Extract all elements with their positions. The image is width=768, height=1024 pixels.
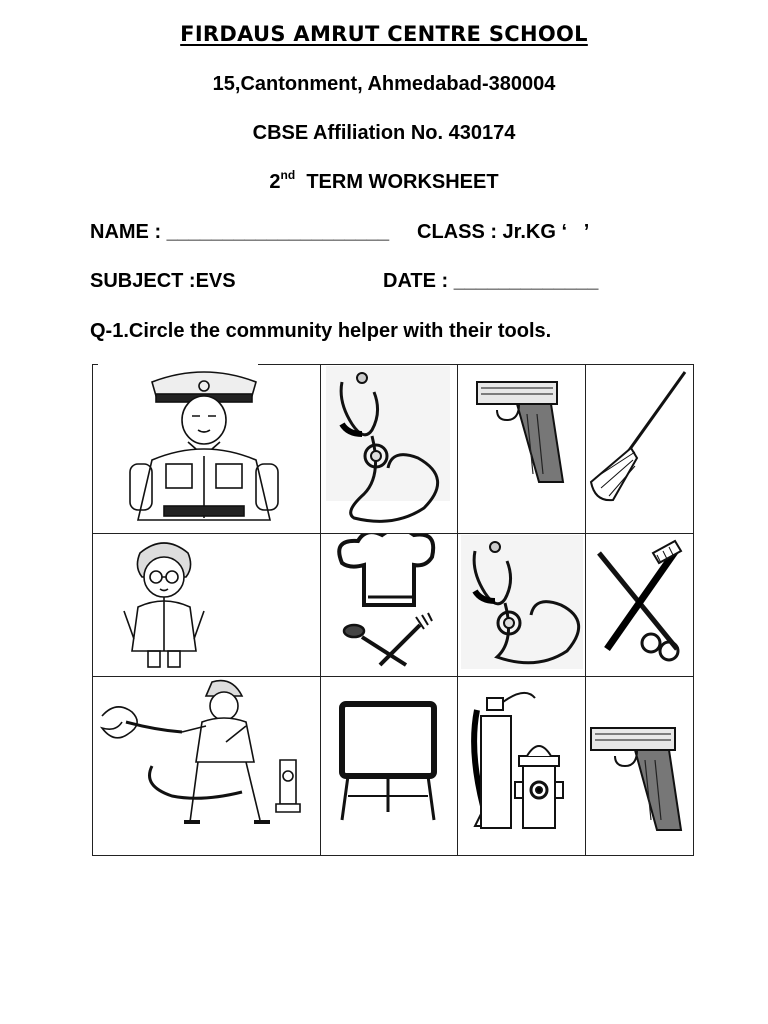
date-label: DATE : bbox=[383, 270, 454, 292]
term-number: 2 bbox=[269, 171, 281, 193]
stethoscope-2-cell[interactable] bbox=[457, 533, 585, 676]
stethoscope-cell[interactable] bbox=[320, 364, 457, 533]
date-row bbox=[383, 270, 598, 293]
comb-scissors-icon bbox=[585, 533, 694, 676]
chef-hat-spoon-fork-icon bbox=[320, 533, 457, 676]
fire-extinguisher-hydrant-cell[interactable] bbox=[457, 676, 585, 856]
comb-scissors-cell[interactable] bbox=[585, 533, 694, 676]
broom-cell[interactable] bbox=[585, 364, 694, 533]
pistol-icon bbox=[585, 676, 694, 856]
easel-board-icon bbox=[320, 676, 457, 856]
doctor-cell[interactable] bbox=[92, 533, 320, 676]
pistol-2-cell[interactable] bbox=[585, 676, 694, 856]
grid-line-h1 bbox=[92, 533, 694, 534]
grid-bottom-border bbox=[92, 855, 694, 856]
worksheet-title bbox=[0, 168, 768, 194]
police-officer-icon bbox=[92, 364, 320, 533]
grid-line-v1 bbox=[320, 364, 321, 856]
firefighter-cell[interactable] bbox=[92, 676, 320, 856]
term-superscript: nd bbox=[280, 168, 296, 182]
term-label: TERM WORKSHEET bbox=[306, 171, 499, 193]
easel-board-cell[interactable] bbox=[320, 676, 457, 856]
stethoscope-icon bbox=[320, 364, 457, 533]
police-officer-cell[interactable] bbox=[92, 364, 320, 533]
class-label[interactable]: CLASS : Jr.KG ‘ ’ bbox=[417, 221, 590, 243]
grid-right-border bbox=[693, 364, 694, 856]
firefighter-icon bbox=[92, 676, 320, 856]
fire-extinguisher-hydrant-icon bbox=[457, 676, 585, 856]
chef-hat-spoon-fork-cell[interactable] bbox=[320, 533, 457, 676]
grid-top-segment bbox=[258, 364, 694, 365]
date-blank[interactable]: _____________ bbox=[453, 270, 599, 292]
name-blank[interactable]: ____________________ bbox=[166, 221, 390, 243]
grid-line-v3 bbox=[585, 364, 586, 856]
subject-label: SUBJECT :EVS bbox=[90, 270, 236, 292]
affiliation-number: CBSE Affiliation No. 430174 bbox=[252, 122, 516, 144]
question-text: Q-1.Circle the community helper with their tools. bbox=[90, 320, 552, 342]
pistol-icon bbox=[457, 364, 585, 533]
grid-line-h2 bbox=[92, 676, 694, 677]
name-row bbox=[90, 221, 389, 244]
broom-icon bbox=[585, 364, 694, 533]
school-address: 15,Cantonment, Ahmedabad-380004 bbox=[212, 73, 556, 95]
doctor-icon bbox=[92, 533, 320, 676]
grid-line-v2 bbox=[457, 364, 458, 856]
school-name: FIRDAUS AMRUT CENTRE SCHOOL bbox=[180, 22, 588, 46]
grid-left-border bbox=[92, 364, 93, 856]
picture-grid bbox=[92, 364, 694, 856]
pistol-cell[interactable] bbox=[457, 364, 585, 533]
stethoscope-icon bbox=[457, 533, 585, 676]
name-label: NAME : bbox=[90, 221, 167, 243]
grid-top-left-tick bbox=[92, 364, 98, 365]
